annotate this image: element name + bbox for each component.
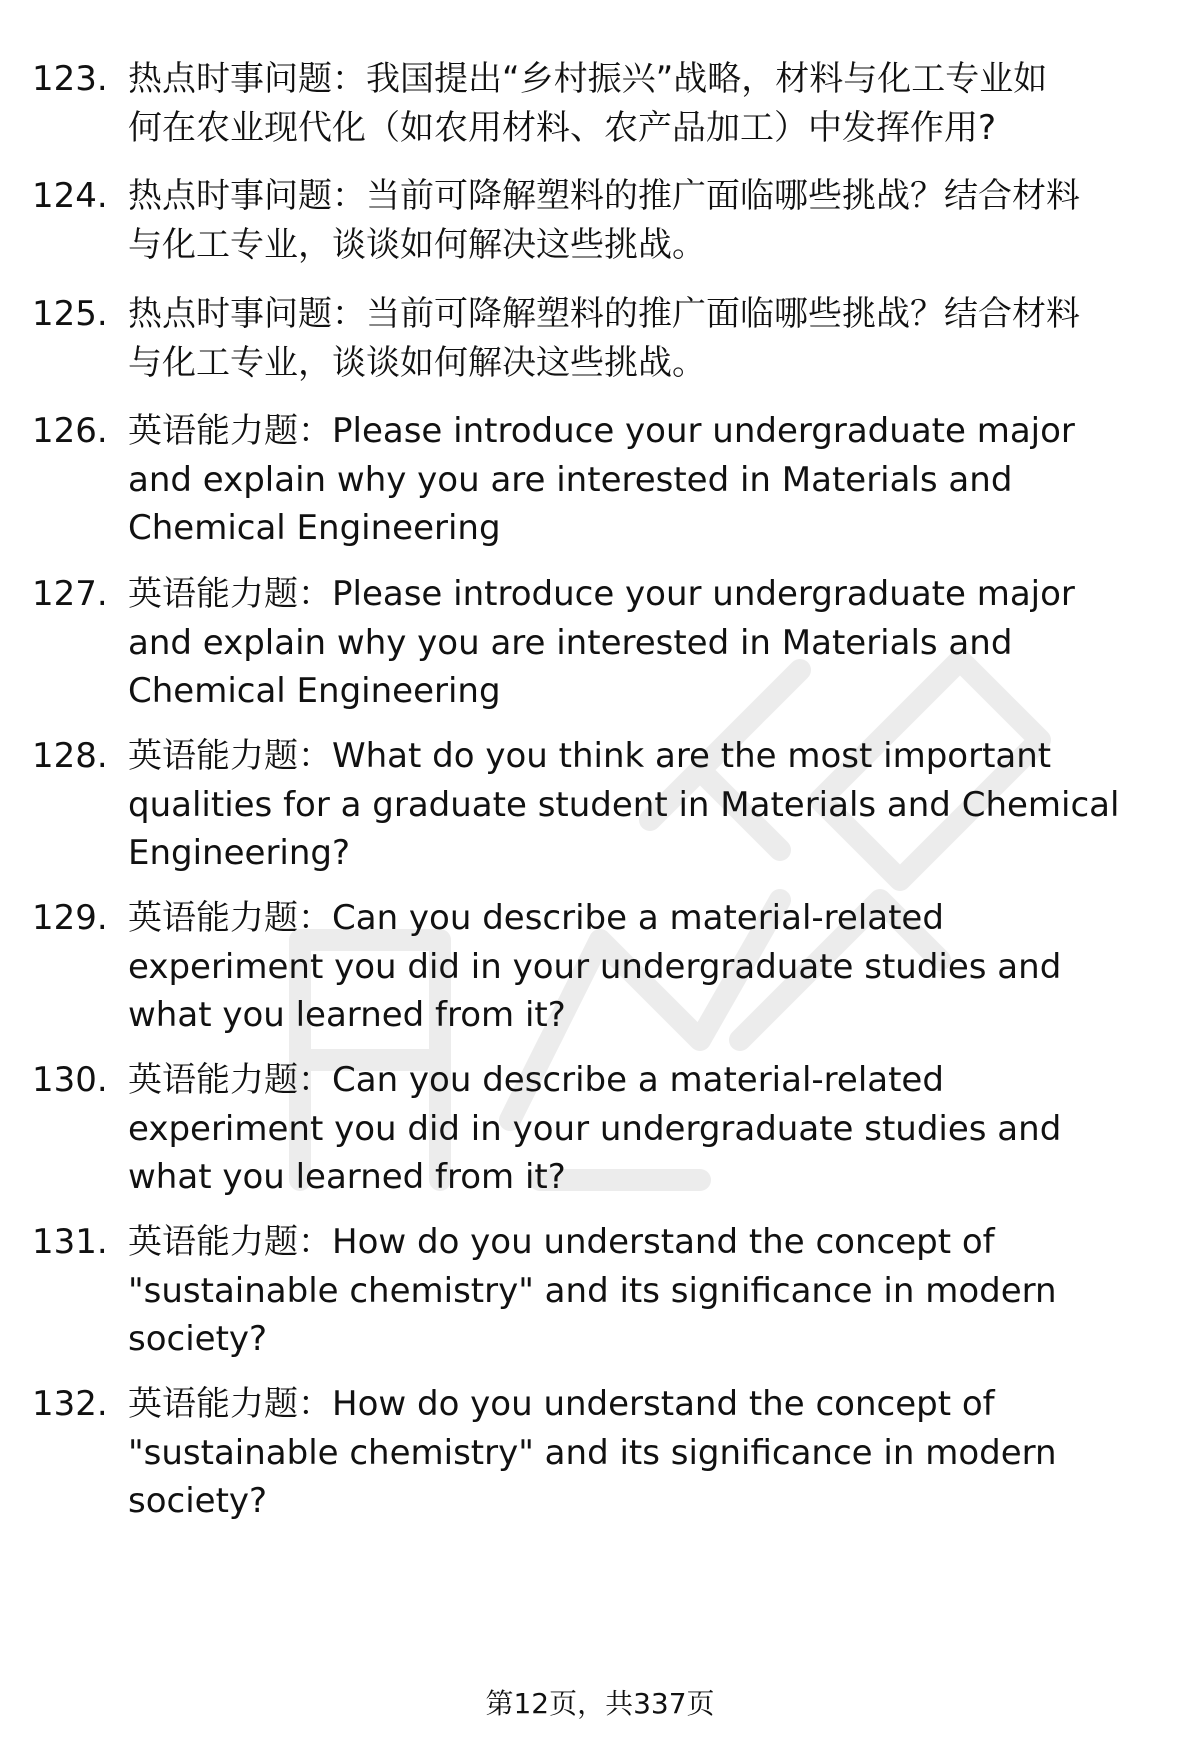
question-body xyxy=(128,1056,1172,1202)
question-category: 英语能力题： xyxy=(128,1060,332,1100)
question-body xyxy=(128,1218,1172,1364)
question-item-126 xyxy=(32,407,1172,553)
question-body xyxy=(128,732,1172,878)
question-body xyxy=(128,894,1172,1040)
question-text: 当前可降解塑料的推广面临哪些挑战？结合材料 与化工专业，谈谈如何解决这些挑战。 xyxy=(128,176,1080,265)
question-item-131 xyxy=(32,1218,1172,1364)
question-item-124 xyxy=(32,172,1172,269)
question-number: 130. xyxy=(32,1060,108,1100)
question-category: 英语能力题： xyxy=(128,898,332,938)
question-number: 123. xyxy=(32,59,108,99)
question-category: 热点时事问题： xyxy=(128,59,366,99)
question-number: 129. xyxy=(32,898,108,938)
question-item-129 xyxy=(32,894,1172,1040)
question-text: How do you understand the concept of "sustainable chemistry" and its significance in modern society? xyxy=(128,1222,1057,1359)
question-body xyxy=(128,55,1172,152)
question-body xyxy=(128,407,1172,553)
question-number: 132. xyxy=(32,1384,108,1424)
question-number: 125. xyxy=(32,294,108,334)
question-category: 热点时事问题： xyxy=(128,294,366,334)
question-item-123 xyxy=(32,55,1172,152)
question-item-125 xyxy=(32,290,1172,387)
page-number-footer: 第12页，共337页 xyxy=(485,1687,715,1720)
question-body xyxy=(128,570,1172,716)
question-body xyxy=(128,290,1172,387)
question-text: Can you describe a material-related experiment you did in your undergraduate studies and what you learned from it? xyxy=(128,1060,1062,1197)
question-item-127 xyxy=(32,570,1172,716)
question-item-130 xyxy=(32,1056,1172,1202)
question-text: How do you understand the concept of "sustainable chemistry" and its significance in modern society? xyxy=(128,1384,1057,1521)
question-number: 124. xyxy=(32,176,108,216)
question-number: 127. xyxy=(32,574,108,614)
question-category: 英语能力题： xyxy=(128,574,332,614)
question-item-132 xyxy=(32,1380,1172,1526)
question-body xyxy=(128,172,1172,269)
question-category: 英语能力题： xyxy=(128,736,332,776)
question-body xyxy=(128,1380,1172,1526)
question-number: 126. xyxy=(32,411,108,451)
question-category: 英语能力题： xyxy=(128,1222,332,1262)
question-text: Can you describe a material-related experiment you did in your undergraduate studies and what you learned from it? xyxy=(128,898,1062,1035)
question-text: Please introduce your undergraduate major and explain why you are interested in Materials and Chemical Engineering xyxy=(128,574,1075,711)
question-item-128 xyxy=(32,732,1172,878)
question-number: 128. xyxy=(32,736,108,776)
question-text: What do you think are the most important qualities for a graduate student in Materials and Chemical Engineering? xyxy=(128,736,1120,873)
question-category: 英语能力题： xyxy=(128,1384,332,1424)
question-text: 当前可降解塑料的推广面临哪些挑战？结合材料 与化工专业，谈谈如何解决这些挑战。 xyxy=(128,294,1080,383)
question-category: 热点时事问题： xyxy=(128,176,366,216)
question-number: 131. xyxy=(32,1222,108,1262)
question-category: 英语能力题： xyxy=(128,411,332,451)
question-text: 我国提出“乡村振兴”战略，材料与化工专业如 何在农业现代化（如农用材料、农产品加工）中发挥作用? xyxy=(128,59,1048,148)
question-text: Please introduce your undergraduate major and explain why you are interested in Materials and Chemical Engineering xyxy=(128,411,1075,548)
